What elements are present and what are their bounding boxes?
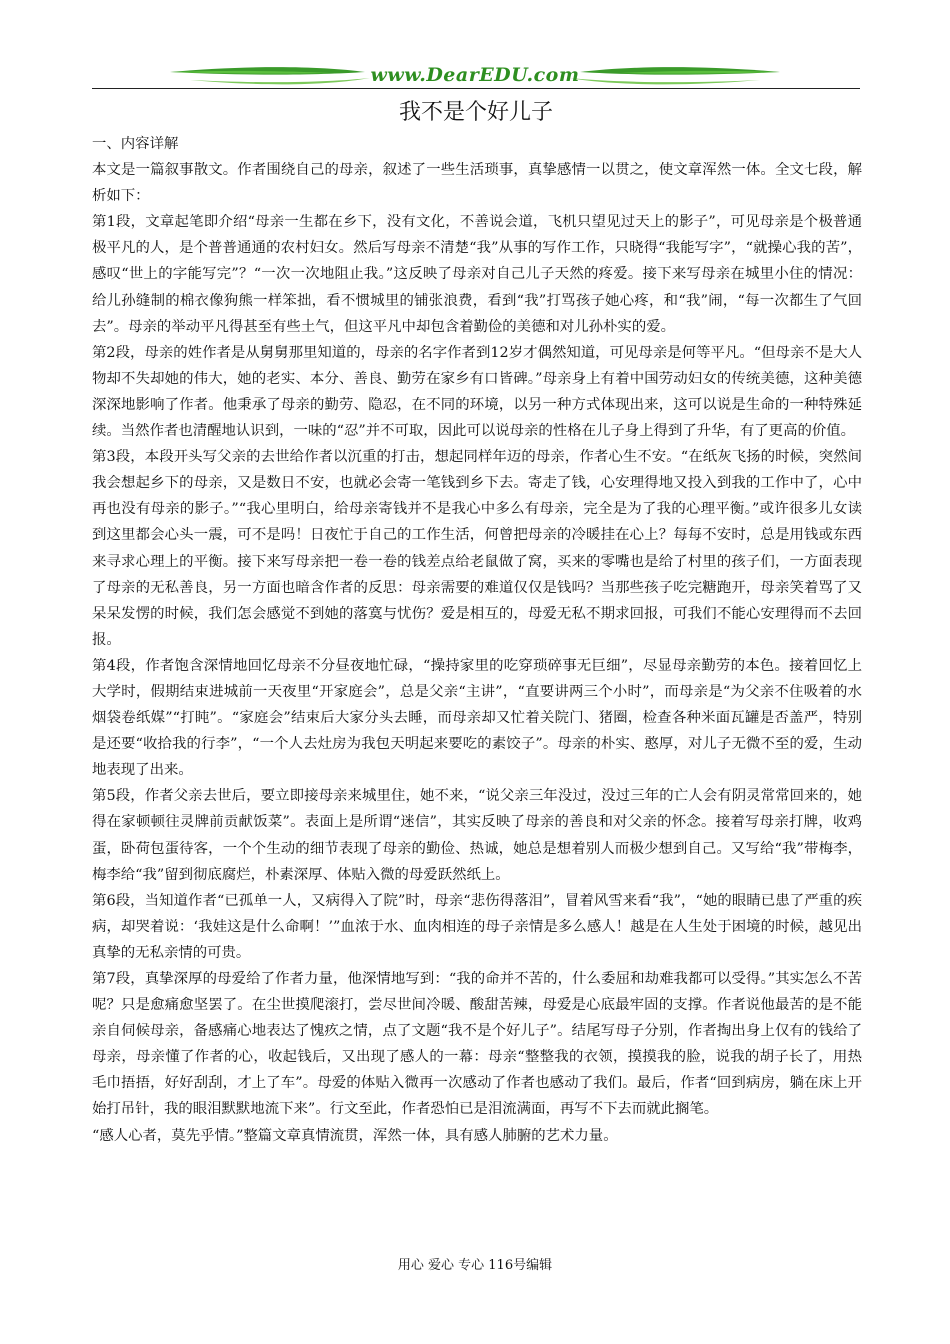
site-logo-text[interactable]: www.DearEDU.com: [370, 64, 580, 86]
site-header: [90, 60, 860, 100]
section-heading: 一、内容详解: [92, 136, 179, 152]
paragraph-7: 第7段，真挚深厚的母爱给了作者力量，他深情地写到：“我的命并不苦的，什么委屈和劫难我都可以受得。”其实怎么不苦呢？只是愈痛愈坚罢了。在尘世摸爬滚打，尝尽世间冷暖、酸甜苦辣，母爱是心底最牢固的支撑。作者说他最苦的是不能亲自伺候母亲，备感痛心地表达了愧疚之情，点了文题“我不是个好儿子”。结尾写母子分别，作者掏出身上仅有的钱给了母亲，母亲懂了作者的心，收起钱后，又出现了感人的一幕：母亲“整整我的衣领，摸摸我的脸，说我的胡子长了，用热毛巾捂捂，好好刮刮，才上了车”。母爱的体贴入微再一次感动了作者也感动了我们。最后，作者“回到病房，躺在床上开始打吊针，我的眼泪默默地流下来”。行文至此，作者恐怕已是泪流满面，再写不下去而就此搁笔。: [92, 971, 862, 1118]
paragraph-4: 第4段，作者饱含深情地回忆母亲不分昼夜地忙碌，“操持家里的吃穿琐碎事无巨细”，尽显母亲勤劳的本色。接着回忆上大学时，假期结束进城前一天夜里“开家庭会”，总是父亲“主讲”，“直要讲两三个小时”，而母亲是“为父亲不住吸着的水烟袋卷纸媒”“打盹”。“家庭会”结束后大家分头去睡，而母亲却又忙着关院门、猪圈，检查各种米面瓦罐是否盖严，特别是还要“收拾我的行李”，“一个人去灶房为我包天明起来要吃的素饺子”。母亲的朴实、憨厚，对儿子无微不至的爱，生动地表现了出来。: [92, 657, 862, 779]
paragraph-6: 第6段，当知道作者“已孤单一人，又病得入了院”时，母亲“悲伤得落泪”，冒着风雪来看“我”，“她的眼睛已患了严重的疾病，却哭着说：‘我娃这是什么命啊！’”血浓于水、血肉相连的母子亲情是多么感人！越是在人生处于困境的时候，越见出真挚的无私亲情的可贵。: [92, 892, 862, 961]
paragraph-2: 第2段，母亲的姓作者是从舅舅那里知道的，母亲的名字作者到12岁才偶然知道，可见母亲是何等平凡。“但母亲不是大人物却不失却她的伟大，她的老实、本分、善良、勤劳在家乡有口皆碑。”母亲身上有着中国劳动妇女的传统美德，这种美德深深地影响了作者。他秉承了母亲的勤劳、隐忍，在不同的环境，以另一种方式体现出来，这可以说是生命的一种特殊延续。当然作者也清醒地认识到，一味的“忍”并不可取，因此可以说母亲的性格在儿子身上得到了升华，有了更高的价值。: [92, 344, 862, 440]
paragraph-intro: 本文是一篇叙事散文。作者围绕自己的母亲，叙述了一些生活琐事，真挚感情一以贯之，使文章浑然一体。全文七段，解析如下：: [92, 162, 862, 205]
paragraph-1: 第1段，文章起笔即介绍“母亲一生都在乡下，没有文化，不善说会道，飞机只望见过天上的影子”，可见母亲是个极普通极平凡的人，是个普普通通的农村妇女。然后写母亲不清楚“我”从事的写作工作，只晓得“我能写字”，“就操心我的苦”，感叹“世上的字能写完”？“一次一次地阻止我。”这反映了母亲对自己儿子天然的疼爱。接下来写母亲在城里小住的情况：给儿孙缝制的棉衣像狗熊一样笨拙，看不惯城里的铺张浪费，看到“我”打骂孩子她心疼，和“我”闹，“每一次都生了气回去”。母亲的举动平凡得甚至有些土气，但这平凡中却包含着勤俭的美德和对儿孙朴实的爱。: [92, 214, 862, 335]
page-footer: 用心 爱心 专心 116号编辑: [397, 1258, 553, 1273]
paragraph-conclusion: “感人心者，莫先乎情。”整篇文章真情流贯，浑然一体，具有感人肺腑的艺术力量。: [92, 1127, 618, 1144]
article-body: [92, 131, 862, 1149]
header-divider: [92, 88, 860, 89]
page-title: 我不是个好儿子: [398, 100, 553, 125]
paragraph-3: 第3段，本段开头写父亲的去世给作者以沉重的打击，想起同样年迈的母亲，作者心生不安。“在纸灰飞扬的时候，突然间我会想起乡下的母亲，又是数日不安，也就必会寄一笔钱到乡下去。寄走了钱，心安理得地又投入到我的工作中了，心中再也没有母亲的影子。”“我心里明白，给母亲寄钱并不是我心中多么有母亲，完全是为了我的心理平衡。”或许很多儿女读到这里都会心头一震，可不是吗！日夜忙于自己的工作生活，何曾把母亲的冷暖挂在心上？每每不安时，总是用钱或东西来寻求心理上的平衡。接下来写母亲把一卷一卷的钱差点给老鼠做了窝，买来的零嘴也是给了村里的孩子们，一方面表现了母亲的无私善良，另一方面也暗含作者的反思：母亲需要的难道仅仅是钱吗？当那些孩子吃完糖跑开，母亲笑着骂了又呆呆发愣的时候，我们怎会感觉不到她的落寞与忧伤？爱是相互的，母爱无私不期求回报，可我们不能心安理得而不去回报。: [92, 449, 862, 648]
paragraph-5: 第5段，作者父亲去世后，要立即接母亲来城里住，她不来，“说父亲三年没过，没过三年的亡人会有阴灵常常回来的，她得在家顿顿往灵牌前贡献饭菜”。表面上是所谓“迷信”，其实反映了母亲的善良和对父亲的怀念。接着写母亲打牌，收鸡蛋，卧荷包蛋待客，一个个生动的细节表现了母亲的勤俭、热诚，她总是想着别人而极少想到自己。又写给“我”带梅李，梅李给“我”留到彻底腐烂，朴素深厚、体贴入微的母爱跃然纸上。: [92, 788, 862, 883]
